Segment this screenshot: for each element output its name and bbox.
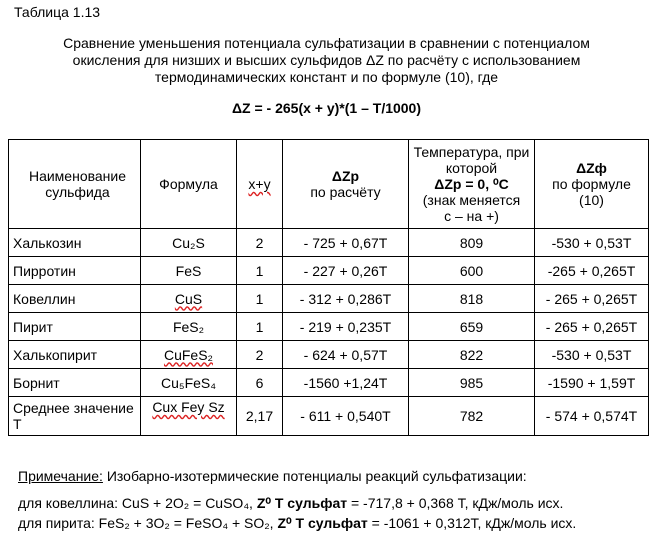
cell-formula: CuFeS₂ (141, 341, 237, 369)
cell-temperature: 818 (409, 285, 535, 313)
cell-formula: Cux Fey Sz (141, 397, 237, 436)
cell-name: Пирит (9, 313, 141, 341)
cell-dz-formula: - 265 + 0,265T (535, 313, 649, 341)
cell-name: Ковеллин (9, 285, 141, 313)
cell-xy: 1 (237, 257, 283, 285)
table-row (9, 313, 649, 341)
cell-dz-formula: - 574 + 0,574T (535, 397, 649, 436)
table-header-row (9, 140, 649, 229)
cell-name: Халькопирит (9, 341, 141, 369)
note (18, 468, 527, 484)
table-caption (0, 35, 653, 86)
cell-temperature: 782 (409, 397, 535, 436)
cell-dz-calc: - 624 + 0,57T (283, 341, 409, 369)
cell-name: Пирротин (9, 257, 141, 285)
cell-formula: FeS₂ (141, 313, 237, 341)
header-formula: Формула (141, 140, 237, 229)
header-temperature: Температура, при которой ΔZр = 0, ⁰С (знак меняется с – на +) (409, 140, 535, 229)
table-label: Таблица 1.13 (14, 4, 101, 20)
cell-dz-calc: - 227 + 0,26T (283, 257, 409, 285)
cell-name: Халькозин (9, 229, 141, 257)
cell-dz-calc: - 725 + 0,67T (283, 229, 409, 257)
cell-dz-calc: - 312 + 0,286T (283, 285, 409, 313)
cell-xy: 2 (237, 341, 283, 369)
table-row (9, 341, 649, 369)
cell-dz-formula: -530 + 0,53T (535, 229, 649, 257)
header-name: Наименование сульфида (9, 140, 141, 229)
table-row (9, 369, 649, 397)
table-row (9, 285, 649, 313)
note-pyrite-reaction: для пирита: FeS₂ + 3O₂ = FeSO₄ + SO₂, Z⁰ T сульфат = -1061 + 0,312T, кДж/моль исх. (18, 515, 577, 531)
caption-line-3: термодинамических констант и по формуле (10), где (154, 69, 499, 85)
cell-temperature: 822 (409, 341, 535, 369)
cell-temperature: 600 (409, 257, 535, 285)
cell-temperature: 985 (409, 369, 535, 397)
note-title: Примечание: (18, 468, 103, 484)
cell-name: Среднее значение T (9, 397, 141, 436)
sulfide-table (8, 139, 649, 436)
caption-line-2: окисления для низших и высших сульфидов ΔZ по расчёту с использованием (72, 52, 581, 68)
cell-formula: FeS (141, 257, 237, 285)
cell-dz-formula: -1590 + 1,59T (535, 369, 649, 397)
cell-dz-calc: -1560 +1,24T (283, 369, 409, 397)
cell-formula: CuS (141, 285, 237, 313)
cell-xy: 6 (237, 369, 283, 397)
formula-10: ΔZ = - 265(x + y)*(1 – T/1000) (231, 100, 422, 116)
note-text: Изобарно-изотермические потенциалы реакций сульфатизации: (102, 468, 527, 484)
header-dz-calc: ΔZр по расчёту (283, 140, 409, 229)
cell-dz-calc: - 219 + 0,235T (283, 313, 409, 341)
cell-xy: 2 (237, 229, 283, 257)
table-row-average (9, 397, 649, 436)
cell-dz-formula: -530 + 0,53T (535, 341, 649, 369)
cell-temperature: 809 (409, 229, 535, 257)
cell-xy: 2,17 (237, 397, 283, 436)
cell-formula: Cu₂S (141, 229, 237, 257)
cell-xy: 1 (237, 285, 283, 313)
cell-formula: Cu₅FeS₄ (141, 369, 237, 397)
table-row (9, 257, 649, 285)
cell-temperature: 659 (409, 313, 535, 341)
caption-line-1: Сравнение уменьшения потенциала сульфатизации в сравнении с потенциалом (63, 35, 590, 51)
header-dz-formula: ΔZф по формуле (10) (535, 140, 649, 229)
cell-dz-formula: -265 + 0,265T (535, 257, 649, 285)
cell-dz-calc: - 611 + 0,540T (283, 397, 409, 436)
cell-dz-formula: - 265 + 0,265T (535, 285, 649, 313)
cell-name: Борнит (9, 369, 141, 397)
table-row (9, 229, 649, 257)
note-covellite-reaction: для ковеллина: CuS + 2O₂ = CuSO₄, Z⁰ T сульфат = -717,8 + 0,368 T, кДж/моль исх. (18, 495, 564, 511)
cell-xy: 1 (237, 313, 283, 341)
header-xy: x+y (237, 140, 283, 229)
